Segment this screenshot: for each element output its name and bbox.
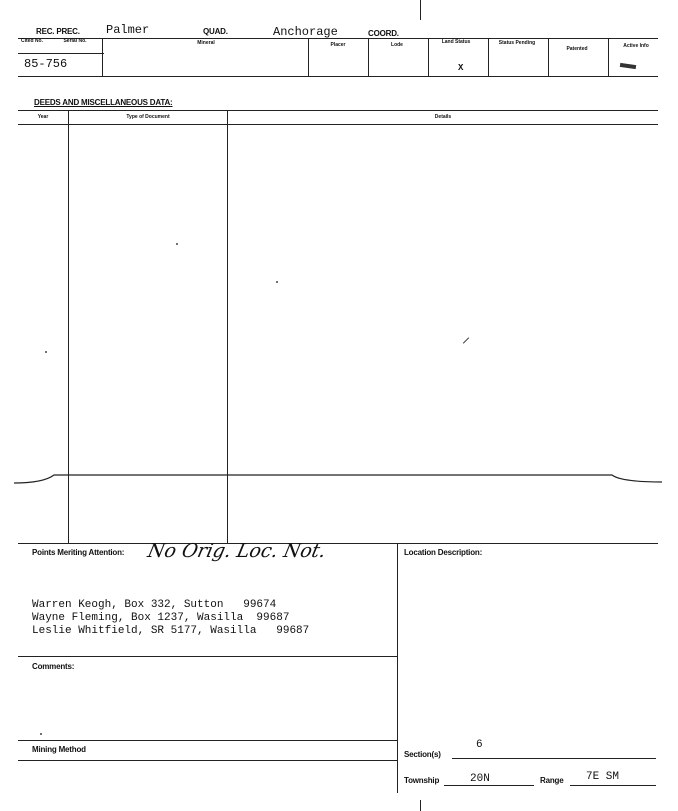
col-divider <box>308 39 309 77</box>
col-divider <box>488 39 489 77</box>
top-tick-line <box>420 0 421 20</box>
points-line-3: Leslie Whitfield, SR 5177, Wasilla 99687 <box>32 625 310 637</box>
rec-prec-value: Palmer <box>106 23 150 37</box>
rec-prec-label: REC. PREC. <box>36 27 80 36</box>
stray-mark <box>45 351 47 353</box>
points-line-2: Wayne Fleming, Box 1237, Wasilla 99687 <box>32 612 290 624</box>
quad-label: QUAD. <box>203 27 228 36</box>
col-divider <box>548 39 549 77</box>
col-divider <box>102 39 103 77</box>
deeds-col-details: Details <box>434 114 452 120</box>
bottom-tick-line <box>420 800 421 811</box>
deeds-bottom-rule <box>18 543 658 544</box>
land-status-mark: X <box>458 63 464 73</box>
col-lode: Lode <box>391 42 403 48</box>
mining-method-label: Mining Method <box>32 745 86 754</box>
active-info-scribble-icon <box>620 63 636 69</box>
record-number: 85-756 <box>24 57 68 71</box>
sections-label: Section(s) <box>404 750 441 759</box>
township-underline <box>444 785 534 786</box>
comments-label: Comments: <box>32 662 75 671</box>
header-rule <box>18 38 658 39</box>
mining-method-top-rule <box>18 740 398 741</box>
stray-mark <box>176 243 178 245</box>
township-label: Township <box>404 776 440 785</box>
stray-mark <box>276 281 278 283</box>
col-land-status: Land Status <box>441 39 471 45</box>
quad-value: Anchorage <box>273 25 338 39</box>
col-divider <box>608 39 609 77</box>
range-label: Range <box>540 776 564 785</box>
col-subheader-rule <box>18 53 104 54</box>
stray-mark <box>40 733 42 735</box>
location-label: Location Description: <box>404 548 483 557</box>
col-patented: Patented <box>566 46 588 52</box>
points-label: Points Meriting Attention: <box>32 548 125 557</box>
col-active-info: Active Info <box>623 43 649 49</box>
sections-underline <box>452 758 656 759</box>
col-cited-no: Cited No. <box>21 38 43 44</box>
col-status-pending: Status Pending <box>498 40 536 46</box>
mining-method-bottom-rule <box>18 760 398 761</box>
stray-mark <box>463 337 469 343</box>
comments-top-rule <box>18 656 398 657</box>
coord-label: COORD. <box>368 29 399 38</box>
deeds-header-rule <box>18 124 658 125</box>
col-divider <box>428 39 429 77</box>
col-serial-no: Serial No. <box>63 38 87 44</box>
deeds-col-type: Type of Document <box>126 114 170 120</box>
col-placer: Placer <box>330 42 346 48</box>
range-underline <box>570 785 656 786</box>
page-fold-line <box>0 470 678 492</box>
township-value: 20N <box>470 773 490 785</box>
points-handwritten-note: No Orig. Loc. Not. <box>145 540 328 562</box>
col-divider <box>368 39 369 77</box>
col-mineral: Mineral <box>197 40 215 46</box>
location-divider <box>397 543 398 793</box>
header-bottom-rule <box>18 76 658 77</box>
deeds-title: DEEDS AND MISCELLANEOUS DATA: <box>34 98 173 107</box>
deeds-top-rule <box>18 110 658 111</box>
range-value: 7E SM <box>586 771 620 783</box>
points-line-1: Warren Keogh, Box 332, Sutton 99674 <box>32 599 277 611</box>
sections-value: 6 <box>476 739 483 751</box>
deeds-col-year: Year <box>37 114 49 120</box>
